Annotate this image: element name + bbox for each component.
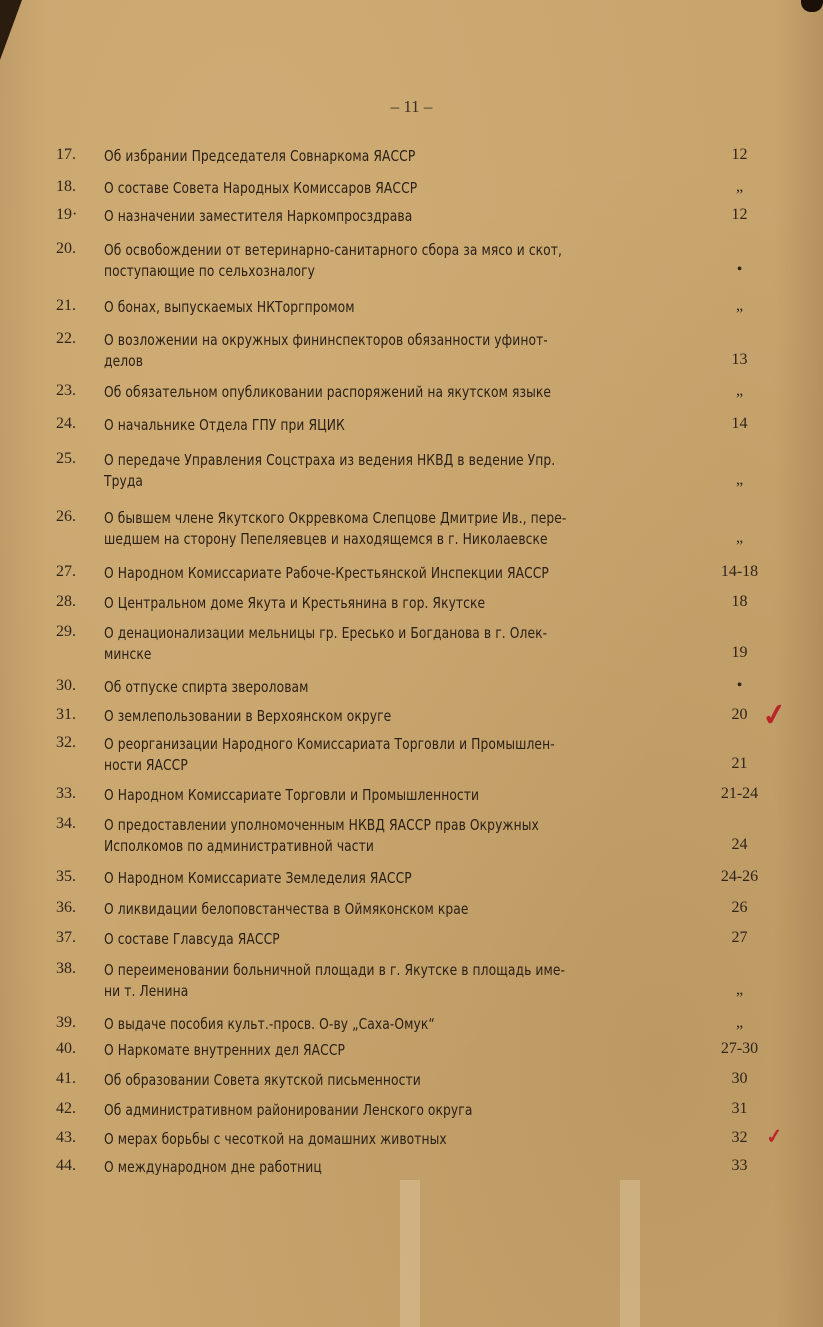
paper-fold xyxy=(400,1180,420,1327)
entry-title xyxy=(104,415,703,436)
entry-number: 33. xyxy=(56,785,76,802)
entry-number: 42. xyxy=(56,1100,76,1117)
entry-title-line: О назначении заместителя Наркомпросздрава xyxy=(104,207,413,225)
entry-page-number: 26 xyxy=(731,899,748,916)
entry-title xyxy=(104,146,703,167)
entry-number: 34. xyxy=(56,815,76,832)
entry-title xyxy=(104,1129,703,1150)
entry-title xyxy=(104,677,703,698)
entry-title-line: О выдаче пособия культ.-просв. О-ву „Саха-Омук“ xyxy=(104,1015,435,1033)
entry-title-line: ни т. Ленина xyxy=(104,982,189,1000)
entry-title-line: О ликвидации белоповстанчества в Оймяконском крае xyxy=(104,900,469,918)
entry-number: 18. xyxy=(56,178,76,195)
entry-number: 40. xyxy=(56,1040,76,1057)
entry-title xyxy=(104,563,703,584)
entry-title xyxy=(104,960,703,1002)
scan-corner-shadow-right xyxy=(801,0,823,12)
entry-page-number: 21-24 xyxy=(720,785,759,802)
entry-number: 44. xyxy=(56,1157,76,1174)
entry-page-number: 12 xyxy=(731,146,748,163)
entry-title xyxy=(104,178,703,199)
entry-title xyxy=(104,508,703,550)
entry-page-number: 32 xyxy=(731,1129,748,1146)
entry-title-line: Об обязательном опубликовании распоряжений на якутском языке xyxy=(104,383,552,401)
entry-page-number: 33 xyxy=(731,1157,748,1174)
entry-title-line: О составе Совета Народных Комиссаров ЯАССР xyxy=(104,179,418,197)
entry-page-number: • xyxy=(736,677,743,694)
entry-number: 20. xyxy=(56,240,76,257)
entry-title xyxy=(104,815,703,857)
entry-number: 17. xyxy=(56,146,76,163)
entry-title-line: Об образовании Совета якутской письменности xyxy=(104,1071,421,1089)
entry-title-line: минске xyxy=(104,645,152,663)
entry-title xyxy=(104,1070,703,1091)
entry-page-number: 12 xyxy=(731,206,748,223)
entry-number: 35. xyxy=(56,868,76,885)
entry-page-number: 31 xyxy=(731,1100,748,1117)
entry-title xyxy=(104,734,703,776)
page-header-number: – 11 – xyxy=(390,97,433,116)
entry-title-line: Об избрании Председателя Совнаркома ЯАССР xyxy=(104,147,416,165)
entry-page-number: 20 xyxy=(731,706,748,723)
entry-title-line: О переименовании больничной площади в г. Якутске в площадь име- xyxy=(104,961,566,979)
entry-title xyxy=(104,240,703,282)
entry-title-line: Об освобождении от ветеринарно-санитарного сбора за мясо и скот, xyxy=(104,241,563,259)
entry-page-number: 27 xyxy=(731,929,748,946)
entry-number: 21. xyxy=(56,297,76,314)
entry-number: 24. xyxy=(56,415,76,432)
entry-number: 30. xyxy=(56,677,76,694)
entry-number: 39. xyxy=(56,1014,76,1031)
entry-page-number: „ xyxy=(735,1014,744,1031)
entry-page-number: 30 xyxy=(731,1070,748,1087)
entry-title-line: О Народном Комиссариате Рабоче-Крестьянской Инспекции ЯАССР xyxy=(104,564,549,582)
entry-number: 38. xyxy=(56,960,76,977)
entry-page-number: 21 xyxy=(731,755,748,772)
entry-number: 27. xyxy=(56,563,76,580)
entry-title-line: Труда xyxy=(104,472,144,490)
entry-title-line: ности ЯАССР xyxy=(104,756,188,774)
entry-number: 23. xyxy=(56,382,76,399)
entry-number: 43. xyxy=(56,1129,76,1146)
entry-page-number: 14-18 xyxy=(720,563,759,580)
entry-page-number: „ xyxy=(735,178,744,195)
paper-fold xyxy=(620,1180,640,1327)
entry-title-line: О начальнике Отдела ГПУ при ЯЦИК xyxy=(104,416,345,434)
entry-title xyxy=(104,297,703,318)
entry-title-line: О передаче Управления Соцстраха из ведения НКВД в ведение Упр. xyxy=(104,451,556,469)
entry-title xyxy=(104,1157,703,1178)
scan-corner-shadow xyxy=(0,0,22,60)
entry-number: 28. xyxy=(56,593,76,610)
entry-page-number: 24 xyxy=(731,836,748,853)
entry-title-line: Об административном районировании Ленского округа xyxy=(104,1101,473,1119)
entry-title xyxy=(104,623,703,665)
entry-title-line: делов xyxy=(104,352,144,370)
entry-title xyxy=(104,330,703,372)
entry-number: 19· xyxy=(56,206,78,223)
entry-title-line: О Наркомате внутренних дел ЯАССР xyxy=(104,1041,346,1059)
entry-title-line: О Центральном доме Якута и Крестьянина в гор. Якутске xyxy=(104,594,486,612)
entry-title-line: О Народном Комиссариате Торговли и Промышленности xyxy=(104,786,480,804)
entry-title-line: О международном дне работниц xyxy=(104,1158,322,1176)
entry-title-line: О бонах, выпускаемых НКТоргпромом xyxy=(104,298,355,316)
entry-title xyxy=(104,382,703,403)
entry-page-number: „ xyxy=(735,471,744,488)
entry-number: 37. xyxy=(56,929,76,946)
entry-page-number: 14 xyxy=(731,415,748,432)
entry-number: 32. xyxy=(56,734,76,751)
entry-title xyxy=(104,206,703,227)
entry-title-line: О составе Главсуда ЯАССР xyxy=(104,930,280,948)
entry-title-line: О мерах борьбы с чесоткой на домашних животных xyxy=(104,1130,447,1148)
entry-title-line: О реорганизации Народного Комиссариата Торговли и Промышлен- xyxy=(104,735,555,753)
entry-number: 31. xyxy=(56,706,76,723)
entry-title xyxy=(104,1040,703,1061)
entry-number: 29. xyxy=(56,623,76,640)
entry-title-line: О бывшем члене Якутского Окрревкома Слепцове Дмитрие Ив., пере- xyxy=(104,509,567,527)
entry-number: 22. xyxy=(56,330,76,347)
entry-number: 26. xyxy=(56,508,76,525)
entry-page-number: „ xyxy=(735,297,744,314)
entry-page-number: 18 xyxy=(731,593,748,610)
entry-title-line: Об отпуске спирта звероловам xyxy=(104,678,309,696)
entry-title-line: О денационализации мельницы гр. Ересько и Богданова в г. Олек- xyxy=(104,624,548,642)
entry-page-number: „ xyxy=(735,382,744,399)
entry-title xyxy=(104,868,703,889)
entry-title-line: поступающие по сельхозналогу xyxy=(104,262,316,280)
entry-title xyxy=(104,785,703,806)
red-check-mark-icon: ✓ xyxy=(759,696,790,735)
entry-title xyxy=(104,899,703,920)
entry-title-line: шедшем на сторону Пепеляевцев и находящемся в г. Николаевске xyxy=(104,530,548,548)
entry-number: 36. xyxy=(56,899,76,916)
red-check-mark-icon: ✓ xyxy=(764,1123,784,1149)
entry-title xyxy=(104,1014,703,1035)
entry-title xyxy=(104,706,703,727)
entry-title xyxy=(104,929,703,950)
entry-page-number: 13 xyxy=(731,351,748,368)
entry-title-line: О Народном Комиссариате Земледелия ЯАССР xyxy=(104,869,412,887)
entry-title xyxy=(104,593,703,614)
entry-page-number: 24-26 xyxy=(720,868,759,885)
entry-title xyxy=(104,450,703,492)
entry-number: 25. xyxy=(56,450,76,467)
entry-title-line: Исполкомов по административной части xyxy=(104,837,374,855)
entry-title-line: О возложении на окружных фининспекторов обязанности уфинот- xyxy=(104,331,548,349)
entry-title-line: О предоставлении уполномоченным НКВД ЯАССР прав Окружных xyxy=(104,816,539,834)
entry-page-number: • xyxy=(736,261,743,278)
entry-page-number: 27-30 xyxy=(720,1040,759,1057)
entry-page-number: „ xyxy=(735,529,744,546)
entry-page-number: 19 xyxy=(731,644,748,661)
entry-page-number: „ xyxy=(735,981,744,998)
entry-title xyxy=(104,1100,703,1121)
entry-number: 41. xyxy=(56,1070,76,1087)
entry-title-line: О землепользовании в Верхоянском округе xyxy=(104,707,392,725)
